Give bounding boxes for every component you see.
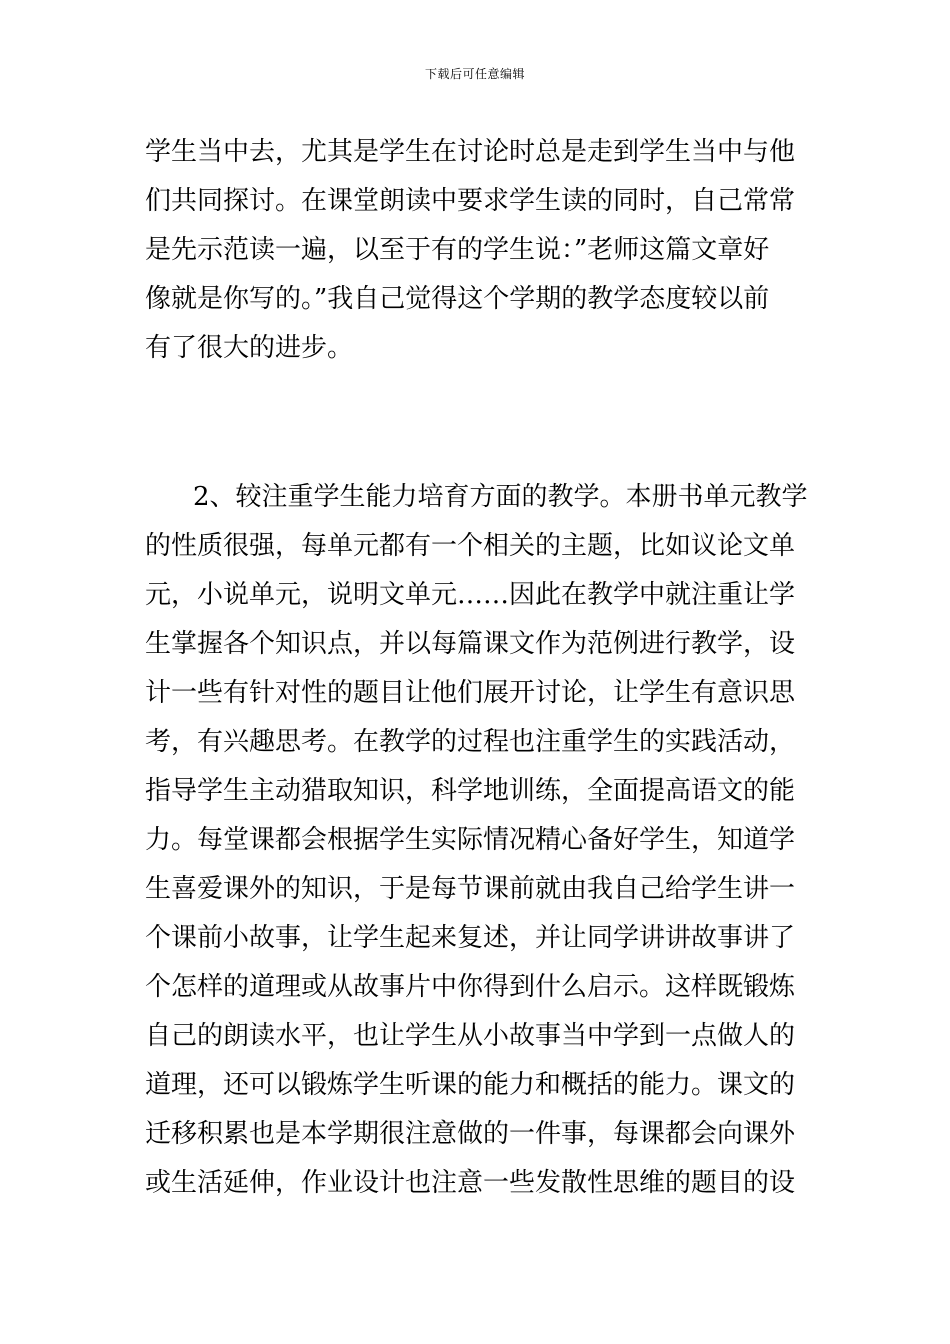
paragraph-line: 自己的朗读水平，也让学生从小故事当中学到一点做人的 [145, 1021, 796, 1051]
paragraph-line: 生掌握各个知识点，并以每篇课文作为范例进行教学，设 [145, 629, 796, 659]
paragraph-line: 学生当中去，尤其是学生在讨论时总是走到学生当中与他 [145, 137, 796, 167]
paragraph-line: 力。每堂课都会根据学生实际情况精心备好学生，知道学 [145, 825, 796, 855]
paragraph-line: 生喜爱课外的知识，于是每节课前就由我自己给学生讲一 [145, 874, 796, 904]
paragraph-2 [145, 473, 809, 1208]
paragraph-line: 个课前小故事，让学生起来复述，并让同学讲讲故事讲了 [145, 923, 796, 953]
paragraph-line: 迁移积累也是本学期很注意做的一件事，每课都会向课外 [145, 1119, 796, 1149]
paragraph-line: 计一些有针对性的题目让他们展开讨论，让学生有意识思 [145, 678, 796, 708]
paragraph-line: 指导学生主动猎取知识，科学地训练，全面提高语文的能 [145, 776, 796, 806]
paragraph-line: 考，有兴趣思考。在教学的过程也注重学生的实践活动， [145, 727, 796, 757]
paragraph-line: 道理，还可以锻炼学生听课的能力和概括的能力。课文的 [145, 1070, 796, 1100]
paragraph-line: 像就是你写的。”我自己觉得这个学期的教学态度较以前 [145, 284, 770, 314]
paragraph-line: 是先示范读一遍，以至于有的学生说：”老师这篇文章好 [145, 235, 770, 265]
paragraph-line: 2、较注重学生能力培育方面的教学。本册书单元教学 [193, 482, 808, 512]
paragraph-line: 的性质很强，每单元都有一个相关的主题，比如议论文单 [145, 531, 796, 561]
paragraph-line: 有了很大的进步。 [145, 333, 354, 363]
paragraph-line: 元，小说单元，说明文单元……因此在教学中就注重让学 [145, 580, 796, 610]
paragraph-line: 或生活延伸，作业设计也注意一些发散性思维的题目的设 [145, 1168, 796, 1198]
paragraph-line: 个怎样的道理或从故事片中你得到什么启示。这样既锻炼 [145, 972, 796, 1002]
paragraph-1 [145, 128, 809, 373]
paragraph-line: 们共同探讨。在课堂朗读中要求学生读的同时，自己常常 [145, 186, 796, 216]
header-note: 下载后可任意编辑 [424, 67, 525, 81]
